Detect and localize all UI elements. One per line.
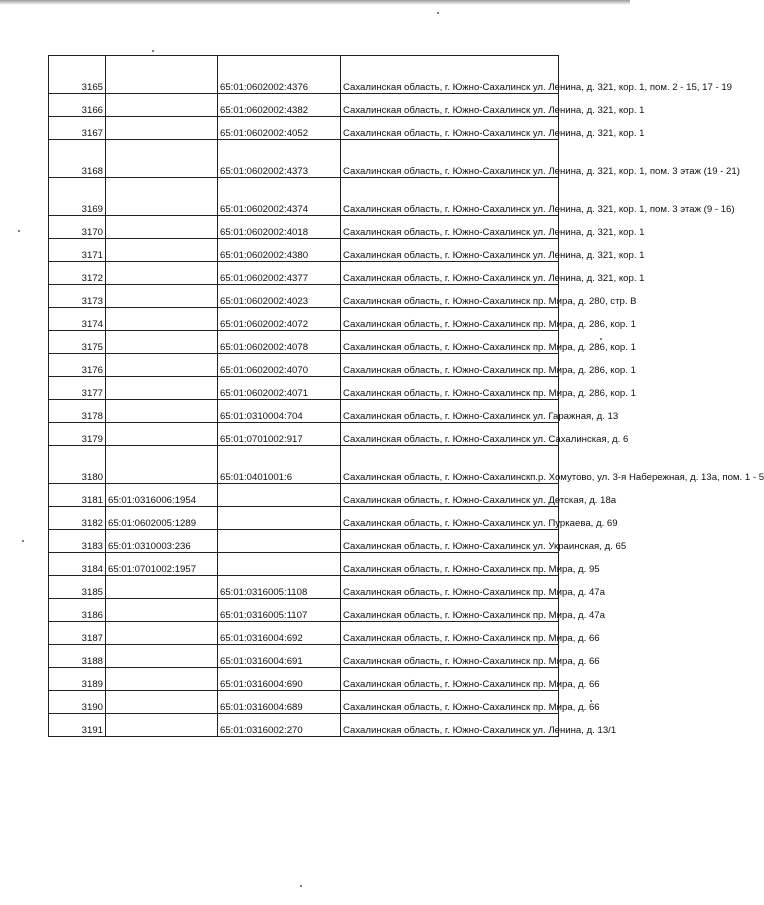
cadastral-number-cell: 65:01:0602002:4018: [218, 216, 341, 239]
address-cell: Сахалинская область, г. Южно-Сахалинскп.р. Хомутово, ул. 3-я Набережная, д. 13а, пом. 1 - 5: [341, 446, 559, 484]
table-row: [49, 622, 559, 645]
row-number-cell: 3188: [49, 645, 106, 668]
cadastral-number-cell: 65:01:0316005:1108: [218, 576, 341, 599]
cadastral-number-cell: 65:01:0602002:4052: [218, 117, 341, 140]
row-number-cell: 3170: [49, 216, 106, 239]
cadastral-number-cell: 65:01:0602002:4078: [218, 331, 341, 354]
row-number-cell: 3169: [49, 178, 106, 216]
cadastral-number-cell: [218, 553, 341, 576]
cadastral-number-cell: [106, 239, 218, 262]
table-row: [49, 423, 559, 446]
cadastral-number-cell: 65:01:0602002:4071: [218, 377, 341, 400]
scan-top-edge: [0, 0, 630, 5]
address-cell: Сахалинская область, г. Южно-Сахалинск ул. Сахалинская, д. 6: [341, 423, 559, 446]
table-row: [49, 599, 559, 622]
registry-rows: [49, 56, 764, 737]
scan-speck: [600, 338, 602, 340]
address-cell: Сахалинская область, г. Южно-Сахалинск ул. Ленина, д. 321, кор. 1: [341, 262, 559, 285]
address-cell: Сахалинская область, г. Южно-Сахалинск пр. Мира, д. 286, кор. 1: [341, 308, 559, 331]
table-row: [49, 239, 559, 262]
table-row: [49, 553, 559, 576]
cadastral-number-cell: [106, 262, 218, 285]
cadastral-number-cell: 65:01:0602002:4377: [218, 262, 341, 285]
cadastral-number-cell: 65:01:0401001:6: [218, 446, 341, 484]
address-cell: Сахалинская область, г. Южно-Сахалинск ул. Украинская, д. 65: [341, 530, 559, 553]
cadastral-number-cell: 65:01:0602002:4374: [218, 178, 341, 216]
cadastral-number-cell: 65:01:0701002:1957: [106, 553, 218, 576]
cadastral-number-cell: [106, 354, 218, 377]
cadastral-number-cell: [106, 714, 218, 737]
row-number-cell: 3182: [49, 507, 106, 530]
address-cell: Сахалинская область, г. Южно-Сахалинск ул. Ленина, д. 321, кор. 1: [341, 239, 559, 262]
cadastral-number-cell: 65:01:0602002:4373: [218, 140, 341, 178]
row-number-cell: 3175: [49, 331, 106, 354]
table-row: [49, 691, 559, 714]
cadastral-number-cell: 65:01:0310003:236: [106, 530, 218, 553]
scan-speck: [590, 700, 592, 702]
row-number-cell: 3185: [49, 576, 106, 599]
row-number-cell: 3165: [49, 56, 106, 94]
cadastral-number-cell: 65:01:0602002:4070: [218, 354, 341, 377]
address-cell: Сахалинская область, г. Южно-Сахалинск ул. Ленина, д. 321, кор. 1, пом. 2 - 15, 17 - 19: [341, 56, 559, 94]
address-cell: Сахалинская область, г. Южно-Сахалинск ул. Гаражная, д. 13: [341, 400, 559, 423]
table-row: [49, 668, 559, 691]
cadastral-number-cell: 65:01:0602005:1289: [106, 507, 218, 530]
cadastral-number-cell: [106, 599, 218, 622]
cadastral-number-cell: 65:01:0316004:690: [218, 668, 341, 691]
cadastral-number-cell: 65:01:0310004:704: [218, 400, 341, 423]
table-row: [49, 285, 559, 308]
cadastral-number-cell: [106, 285, 218, 308]
cadastral-number-cell: [106, 117, 218, 140]
address-cell: Сахалинская область, г. Южно-Сахалинск ул. Ленина, д. 321, кор. 1: [341, 94, 559, 117]
address-cell: Сахалинская область, г. Южно-Сахалинск ул. Ленина, д. 13/1: [341, 714, 559, 737]
scan-speck: [437, 12, 439, 14]
scan-speck: [152, 50, 154, 52]
address-cell: Сахалинская область, г. Южно-Сахалинск пр. Мира, д. 280, стр. В: [341, 285, 559, 308]
address-cell: Сахалинская область, г. Южно-Сахалинск ул. Ленина, д. 321, кор. 1: [341, 117, 559, 140]
cadastral-number-cell: [106, 622, 218, 645]
row-number-cell: 3183: [49, 530, 106, 553]
scan-speck: [22, 540, 24, 542]
table-row: [49, 484, 559, 507]
property-registry-table: [48, 55, 764, 737]
cadastral-number-cell: 65:01:0316004:689: [218, 691, 341, 714]
cadastral-number-cell: 65:01:0602002:4023: [218, 285, 341, 308]
cadastral-number-cell: [106, 140, 218, 178]
address-cell: Сахалинская область, г. Южно-Сахалинск пр. Мира, д. 66: [341, 668, 559, 691]
cadastral-number-cell: [106, 668, 218, 691]
row-number-cell: 3171: [49, 239, 106, 262]
cadastral-number-cell: [106, 576, 218, 599]
row-number-cell: 3177: [49, 377, 106, 400]
table-row: [49, 714, 559, 737]
table-row: [49, 400, 559, 423]
address-cell: Сахалинская область, г. Южно-Сахалинск ул. Детская, д. 18а: [341, 484, 559, 507]
cadastral-number-cell: 65:01:0316002:270: [218, 714, 341, 737]
cadastral-number-cell: 65:01:0316004:692: [218, 622, 341, 645]
address-cell: Сахалинская область, г. Южно-Сахалинск ул. Ленина, д. 321, кор. 1, пом. 3 этаж (19 - 21): [341, 140, 559, 178]
table-row: [49, 377, 559, 400]
row-number-cell: 3189: [49, 668, 106, 691]
row-number-cell: 3174: [49, 308, 106, 331]
address-cell: Сахалинская область, г. Южно-Сахалинск пр. Мира, д. 47а: [341, 599, 559, 622]
row-number-cell: 3168: [49, 140, 106, 178]
address-cell: Сахалинская область, г. Южно-Сахалинск пр. Мира, д. 66: [341, 645, 559, 668]
table-row: [49, 645, 559, 668]
table-row: [49, 331, 559, 354]
row-number-cell: 3184: [49, 553, 106, 576]
cadastral-number-cell: [106, 400, 218, 423]
cadastral-number-cell: 65:01:0701002:917: [218, 423, 341, 446]
row-number-cell: 3172: [49, 262, 106, 285]
table-row: [49, 178, 559, 216]
cadastral-number-cell: 65:01:0316005:1107: [218, 599, 341, 622]
address-cell: Сахалинская область, г. Южно-Сахалинск пр. Мира, д. 47а: [341, 576, 559, 599]
table-row: [49, 117, 559, 140]
cadastral-number-cell: [106, 446, 218, 484]
table-row: [49, 530, 559, 553]
address-cell: Сахалинская область, г. Южно-Сахалинск пр. Мира, д. 66: [341, 622, 559, 645]
row-number-cell: 3191: [49, 714, 106, 737]
cadastral-number-cell: [106, 56, 218, 94]
address-cell: Сахалинская область, г. Южно-Сахалинск пр. Мира, д. 95: [341, 553, 559, 576]
row-number-cell: 3186: [49, 599, 106, 622]
scan-speck: [300, 885, 302, 887]
address-cell: Сахалинская область, г. Южно-Сахалинск пр. Мира, д. 286, кор. 1: [341, 354, 559, 377]
cadastral-number-cell: 65:01:0602002:4380: [218, 239, 341, 262]
table-row: [49, 354, 559, 377]
cadastral-number-cell: [106, 423, 218, 446]
row-number-cell: 3173: [49, 285, 106, 308]
address-cell: Сахалинская область, г. Южно-Сахалинск пр. Мира, д. 286, кор. 1: [341, 331, 559, 354]
table-row: [49, 507, 559, 530]
cadastral-number-cell: [106, 691, 218, 714]
row-number-cell: 3166: [49, 94, 106, 117]
row-number-cell: 3181: [49, 484, 106, 507]
row-number-cell: 3179: [49, 423, 106, 446]
row-number-cell: 3180: [49, 446, 106, 484]
table-row: [49, 94, 559, 117]
cadastral-number-cell: 65:01:0316006:1954: [106, 484, 218, 507]
row-number-cell: 3190: [49, 691, 106, 714]
cadastral-number-cell: [106, 645, 218, 668]
cadastral-number-cell: [106, 216, 218, 239]
cadastral-number-cell: [218, 530, 341, 553]
table-row: [49, 576, 559, 599]
cadastral-number-cell: [218, 507, 341, 530]
row-number-cell: 3167: [49, 117, 106, 140]
table-row: [49, 216, 559, 239]
row-number-cell: 3176: [49, 354, 106, 377]
cadastral-number-cell: 65:01:0316004:691: [218, 645, 341, 668]
cadastral-number-cell: [106, 178, 218, 216]
cadastral-number-cell: 65:01:0602002:4382: [218, 94, 341, 117]
cadastral-number-cell: [106, 331, 218, 354]
address-cell: Сахалинская область, г. Южно-Сахалинск ул. Ленина, д. 321, кор. 1, пом. 3 этаж (9 - 16): [341, 178, 559, 216]
table-row: [49, 446, 559, 484]
cadastral-number-cell: 65:01:0602002:4376: [218, 56, 341, 94]
cadastral-number-cell: [106, 308, 218, 331]
table-row: [49, 308, 559, 331]
cadastral-number-cell: [106, 377, 218, 400]
cadastral-number-cell: 65:01:0602002:4072: [218, 308, 341, 331]
row-number-cell: 3178: [49, 400, 106, 423]
table-row: [49, 56, 559, 94]
table-row: [49, 140, 559, 178]
cadastral-number-cell: [106, 94, 218, 117]
address-cell: Сахалинская область, г. Южно-Сахалинск ул. Ленина, д. 321, кор. 1: [341, 216, 559, 239]
table-row: [49, 262, 559, 285]
address-cell: Сахалинская область, г. Южно-Сахалинск пр. Мира, д. 66: [341, 691, 559, 714]
address-cell: Сахалинская область, г. Южно-Сахалинск пр. Мира, д. 286, кор. 1: [341, 377, 559, 400]
row-number-cell: 3187: [49, 622, 106, 645]
scan-speck: [18, 230, 20, 232]
address-cell: Сахалинская область, г. Южно-Сахалинск ул. Пуркаева, д. 69: [341, 507, 559, 530]
cadastral-number-cell: [218, 484, 341, 507]
